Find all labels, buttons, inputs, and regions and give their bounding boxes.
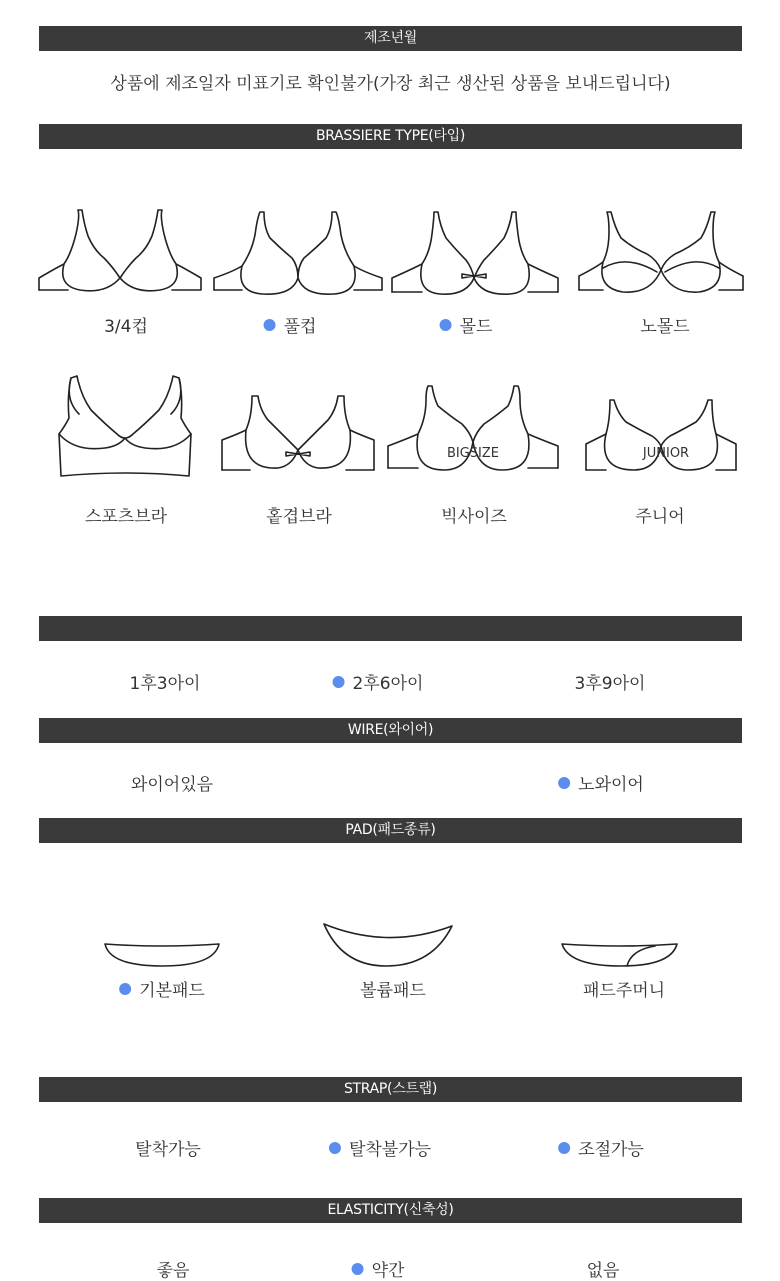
bra-sports-illustration (55, 374, 195, 484)
bra-type-no-mold-label: 노몰드 (640, 317, 690, 337)
wire-option-no[interactable] (558, 770, 644, 795)
wire-option-no-label: 노와이어 (578, 775, 644, 795)
wire-option-yes[interactable] (131, 770, 213, 795)
bra-mold-illustration (390, 208, 560, 298)
bra-type-mold-label: 몰드 (459, 317, 493, 337)
bra-junior-illustration (584, 398, 738, 474)
junior-tag: JUNIOR (642, 446, 690, 461)
bra-type-3-4-cup[interactable] (104, 312, 148, 337)
selected-dot-icon (333, 676, 345, 688)
hook-header (39, 616, 742, 641)
selected-dot-icon (440, 319, 452, 331)
manufacture-header: 제조년월 (39, 26, 742, 51)
pad-header: PAD(패드종류) (39, 818, 742, 843)
elasticity-option-good-label: 좋음 (156, 1261, 190, 1281)
hook-option-1[interactable] (130, 669, 201, 694)
wire-header: WIRE(와이어) (39, 718, 742, 743)
selected-dot-icon (352, 1263, 364, 1275)
hook-option-3-label: 3후9아이 (574, 674, 646, 694)
bra-type-single-layer[interactable] (266, 502, 332, 527)
strap-option-non-detachable[interactable] (329, 1135, 431, 1160)
bra-no-mold-illustration (577, 208, 745, 298)
bra-bigsize-illustration (386, 384, 560, 474)
bra-type-sports[interactable] (85, 502, 167, 527)
pad-option-pocket[interactable] (583, 976, 665, 1001)
bra-3-4-cup-illustration (36, 206, 204, 296)
elasticity-header: ELASTICITY(신축성) (39, 1198, 742, 1223)
hook-option-1-label: 1후3아이 (129, 674, 201, 694)
selected-dot-icon (558, 1142, 570, 1154)
pad-option-pocket-label: 패드주머니 (582, 981, 666, 1001)
bra-type-junior-label: 주니어 (635, 507, 685, 527)
strap-option-adjustable-label: 조절가능 (578, 1140, 644, 1160)
bra-single-layer-illustration (220, 394, 376, 476)
pad-option-basic[interactable] (119, 976, 205, 1001)
selected-dot-icon (264, 319, 276, 331)
strap-option-detachable-label: 탈착가능 (135, 1140, 201, 1160)
manufacture-note: 상품에 제조일자 미표기로 확인불가(가장 최근 생산된 상품을 보내드립니다) (110, 74, 671, 94)
elasticity-option-none-label: 없음 (586, 1261, 620, 1281)
bra-type-no-mold[interactable] (640, 312, 689, 337)
bra-type-mold[interactable] (440, 312, 493, 337)
bra-type-single-layer-label: 홑겹브라 (266, 507, 332, 527)
pad-pocket-illustration (559, 940, 681, 970)
basic-pad-illustration (102, 940, 222, 970)
elasticity-option-slight[interactable] (352, 1256, 405, 1281)
bra-type-bigsize-label: 빅사이즈 (441, 507, 507, 527)
strap-option-detachable[interactable] (135, 1135, 201, 1160)
elasticity-option-good[interactable] (157, 1256, 190, 1281)
volume-pad-illustration (320, 920, 456, 970)
bra-full-cup-illustration (212, 208, 384, 298)
hook-option-2-label: 2후6아이 (352, 674, 424, 694)
bra-type-bigsize[interactable] (441, 502, 507, 527)
elasticity-option-slight-label: 약간 (371, 1261, 405, 1281)
bra-type-full-cup-label: 풀컵 (283, 317, 317, 337)
hook-option-2[interactable] (333, 669, 424, 694)
selected-dot-icon (558, 777, 570, 789)
pad-option-volume[interactable] (360, 976, 426, 1001)
selected-dot-icon (119, 983, 131, 995)
strap-option-adjustable[interactable] (558, 1135, 644, 1160)
strap-header: STRAP(스트랩) (39, 1077, 742, 1102)
pad-option-volume-label: 볼륨패드 (360, 981, 426, 1001)
bra-type-sports-label: 스포츠브라 (84, 507, 168, 527)
bra-type-junior[interactable] (635, 502, 684, 527)
pad-option-basic-label: 기본패드 (139, 981, 205, 1001)
elasticity-option-none[interactable] (587, 1256, 620, 1281)
bigsize-tag: BIGSIZE (446, 446, 500, 461)
bra-type-3-4-cup-label: 3/4컵 (104, 317, 148, 337)
wire-option-yes-label: 와이어있음 (130, 775, 214, 795)
hook-option-3[interactable] (575, 669, 646, 694)
strap-option-non-detachable-label: 탈착불가능 (348, 1140, 432, 1160)
bra-type-full-cup[interactable] (264, 312, 317, 337)
brassiere-type-header: BRASSIERE TYPE(타입) (39, 124, 742, 149)
selected-dot-icon (329, 1142, 341, 1154)
